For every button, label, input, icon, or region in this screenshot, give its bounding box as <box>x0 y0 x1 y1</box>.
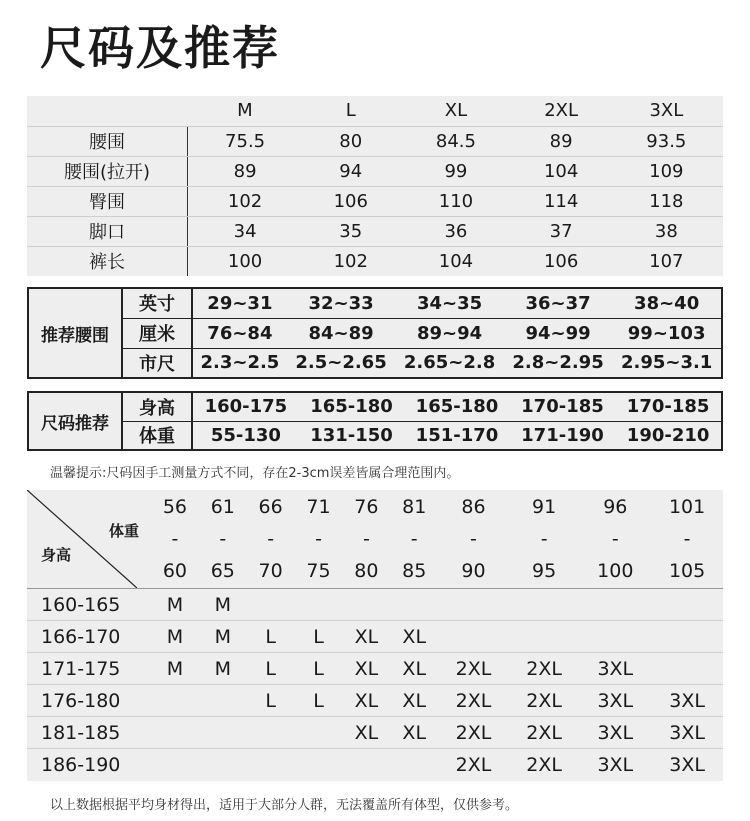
waist-recommend-table <box>27 287 723 379</box>
size-cell: M <box>151 589 199 621</box>
height-range: 171-175 <box>27 653 151 685</box>
cell: 107 <box>649 250 684 272</box>
cell: 106 <box>302 186 399 216</box>
cell: 36 <box>399 216 512 246</box>
size-cell: XL <box>342 717 390 749</box>
tolerance-note: 温馨提示:尺码因手工测量方式不同，存在2-3cm误差皆属合理范围内。 <box>50 466 460 481</box>
row-label: 臀围 <box>27 186 188 216</box>
weight-range-header <box>438 490 509 589</box>
cell: 84~89 <box>287 318 396 348</box>
size-cell: XL <box>390 621 438 653</box>
size-cell: 3XL <box>579 653 651 685</box>
size-cell: 3XL <box>651 685 723 717</box>
cell: 104 <box>513 156 610 186</box>
weight-from: 96 <box>603 496 628 518</box>
cell: 114 <box>513 186 610 216</box>
weight-sep: - <box>219 528 227 550</box>
row-label: 腰围(拉开) <box>27 156 188 186</box>
cell: 2.95~3.1 <box>620 352 713 374</box>
corner-cell <box>27 96 188 126</box>
size-cell <box>199 749 247 781</box>
size-cell <box>509 589 580 621</box>
weight-range-header <box>509 490 580 589</box>
size-cell: L <box>247 685 295 717</box>
page-title: 尺码及推荐 <box>40 21 280 75</box>
size-cell: 3XL <box>669 753 705 776</box>
cell: 2.65~2.8 <box>403 352 496 374</box>
waist-row <box>28 348 722 378</box>
measurement-row <box>27 126 723 156</box>
measurement-row <box>27 156 723 186</box>
size-recommend-row <box>28 392 722 421</box>
size-cell: 3XL <box>579 685 651 717</box>
cell: 104 <box>438 250 474 272</box>
size-cell: 2XL <box>438 685 509 717</box>
size-cell <box>651 589 723 621</box>
weight-from: 56 <box>162 496 188 518</box>
cell: 89 <box>188 156 303 186</box>
weight-range-header <box>651 490 723 589</box>
cell: 32~33 <box>287 288 396 318</box>
size-cell: L <box>295 653 343 685</box>
weight-sep: - <box>410 528 418 550</box>
size-cell: M <box>199 621 247 653</box>
size-cell <box>295 589 343 621</box>
size-header: L <box>302 96 399 126</box>
measurement-header-row <box>27 96 723 126</box>
size-cell: XL <box>342 621 390 653</box>
size-cell: 2XL <box>526 753 562 776</box>
weight-sep: - <box>470 528 477 550</box>
weight-from: 81 <box>402 496 427 518</box>
cell: 38~40 <box>612 288 722 318</box>
height-range: 186-190 <box>41 753 121 776</box>
row-label: 裤长 <box>27 246 188 276</box>
size-cell <box>247 717 295 749</box>
cell: 110 <box>399 186 512 216</box>
cell: 131-150 <box>310 424 393 446</box>
cell: 55-130 <box>210 424 281 446</box>
size-cell <box>342 749 390 781</box>
size-header: 3XL <box>610 96 723 126</box>
size-cell: 2XL <box>509 653 580 685</box>
size-cell <box>199 717 247 749</box>
unit-label: 厘米 <box>122 318 192 348</box>
cell: 34 <box>188 216 303 246</box>
size-cell <box>151 685 199 717</box>
height-row <box>27 749 723 781</box>
size-cell <box>151 717 199 749</box>
cell: 35 <box>302 216 399 246</box>
weight-to: 60 <box>162 560 188 582</box>
size-cell: M <box>199 589 247 621</box>
cell: 2.3~2.5 <box>200 352 280 374</box>
size-cell <box>151 749 199 781</box>
measurement-row <box>27 246 723 276</box>
cell: 34~35 <box>395 288 504 318</box>
cell: 151-170 <box>415 424 499 446</box>
size-cell: L <box>295 621 343 653</box>
size-cell: XL <box>342 685 390 717</box>
cell: 190-210 <box>626 424 710 446</box>
size-cell <box>509 621 580 653</box>
weight-range-header <box>295 490 343 589</box>
weight-to: 70 <box>258 560 283 582</box>
cell: 2.5~2.65 <box>295 352 387 374</box>
weight-from: 66 <box>258 496 283 518</box>
size-cell: 3XL <box>651 717 723 749</box>
size-cell: 2XL <box>438 717 509 749</box>
height-row <box>27 717 723 749</box>
size-cell <box>651 653 723 685</box>
size-cell: L <box>247 621 295 653</box>
cell: 93.5 <box>610 126 723 156</box>
size-cell: 2XL <box>509 685 580 717</box>
weight-sep: - <box>540 528 548 550</box>
waist-row <box>28 318 722 348</box>
measurement-row <box>27 216 723 246</box>
cell: 170-185 <box>510 392 615 421</box>
size-cell <box>295 717 343 749</box>
size-cell <box>199 685 247 717</box>
unit-label: 体重 <box>122 421 192 450</box>
size-cell: L <box>295 685 343 717</box>
reference-note: 以上数据根据平均身材得出，适用于大部分人群，无法覆盖所有体型，仅供参考。 <box>50 798 519 813</box>
weight-sep: - <box>611 528 619 550</box>
cell: 29~31 <box>192 288 287 318</box>
size-cell: M <box>151 621 199 653</box>
cell: 37 <box>513 216 610 246</box>
size-header: 2XL <box>513 96 610 126</box>
height-row <box>27 653 723 685</box>
size-cell <box>390 589 438 621</box>
size-cell: XL <box>342 653 390 685</box>
cell: 2.8~2.95 <box>512 352 604 374</box>
size-cell <box>342 589 390 621</box>
cell: 118 <box>610 186 723 216</box>
cell: 94 <box>302 156 399 186</box>
unit-label: 英寸 <box>122 288 192 318</box>
height-axis-label: 身高 <box>41 546 72 564</box>
cell: 38 <box>610 216 723 246</box>
cell: 75.5 <box>188 126 303 156</box>
size-cell: 2XL <box>438 653 509 685</box>
cell: 76~84 <box>192 318 287 348</box>
size-cell <box>295 749 343 781</box>
size-cell <box>390 749 438 781</box>
size-cell <box>438 621 509 653</box>
height-weight-table <box>27 490 723 781</box>
cell: 171-190 <box>521 424 604 446</box>
weight-to: 100 <box>597 560 634 582</box>
weight-to: 95 <box>532 560 557 582</box>
cell: 100 <box>227 250 263 272</box>
measurement-table <box>27 96 723 276</box>
waist-row <box>28 288 722 318</box>
weight-sep: - <box>362 528 370 550</box>
weight-to: 105 <box>668 560 706 582</box>
size-cell: XL <box>390 685 438 717</box>
cell: 160-175 <box>192 392 299 421</box>
weight-range-header <box>390 490 438 589</box>
measurement-row <box>27 186 723 216</box>
weight-to: 80 <box>354 560 379 582</box>
cell: 36~37 <box>504 288 613 318</box>
unit-label: 市尺 <box>122 348 192 378</box>
size-recommend-table <box>27 391 723 451</box>
weight-range-header <box>342 490 390 589</box>
cell: 102 <box>188 186 303 216</box>
size-cell <box>579 621 651 653</box>
cell: 106 <box>543 250 579 272</box>
height-range: 181-185 <box>27 717 151 749</box>
weight-sep: - <box>171 528 179 550</box>
cell: 109 <box>610 156 723 186</box>
size-cell: 2XL <box>455 753 492 776</box>
weight-range-header <box>247 490 295 589</box>
weight-to: 65 <box>210 560 235 582</box>
weight-range-header <box>151 490 199 589</box>
size-header: XL <box>399 96 512 126</box>
height-row <box>27 589 723 621</box>
weight-range-header <box>579 490 651 589</box>
weight-to: 90 <box>461 560 486 582</box>
size-cell: XL <box>390 653 438 685</box>
height-range: 160-165 <box>27 589 151 621</box>
row-label: 脚口 <box>27 216 188 246</box>
cell: 170-185 <box>615 392 722 421</box>
group-label: 推荐腰围 <box>28 288 122 378</box>
unit-label: 身高 <box>122 392 192 421</box>
size-cell: M <box>151 653 199 685</box>
size-cell: XL <box>390 717 438 749</box>
cell: 84.5 <box>399 126 512 156</box>
size-cell: L <box>247 653 295 685</box>
cell: 89 <box>513 126 610 156</box>
weight-sep: - <box>315 528 322 550</box>
size-cell: 3XL <box>579 717 651 749</box>
weight-from: 91 <box>532 496 557 518</box>
weight-sep: - <box>267 528 275 550</box>
height-row <box>27 685 723 717</box>
size-cell <box>651 621 723 653</box>
height-row <box>27 621 723 653</box>
weight-from: 101 <box>668 496 706 518</box>
height-range: 166-170 <box>27 621 151 653</box>
weight-range-header <box>199 490 247 589</box>
size-cell <box>247 589 295 621</box>
group-label: 尺码推荐 <box>28 392 122 450</box>
row-label: 腰围 <box>27 126 188 156</box>
diagonal-corner-cell <box>27 490 151 589</box>
weight-header-row <box>27 490 723 589</box>
weight-axis-label: 体重 <box>108 522 139 540</box>
cell: 99 <box>399 156 512 186</box>
weight-from: 71 <box>306 496 331 518</box>
cell: 89~94 <box>395 318 504 348</box>
size-cell: 2XL <box>509 717 580 749</box>
size-cell <box>579 589 651 621</box>
height-range: 176-180 <box>27 685 151 717</box>
cell: 165-180 <box>299 392 404 421</box>
weight-to: 85 <box>402 560 427 582</box>
weight-from: 61 <box>210 496 235 518</box>
weight-sep: - <box>683 528 691 550</box>
size-cell: 3XL <box>597 753 634 776</box>
size-cell: M <box>199 653 247 685</box>
cell: 102 <box>333 250 368 272</box>
size-recommend-row <box>28 421 722 450</box>
cell: 80 <box>302 126 399 156</box>
cell: 165-180 <box>404 392 509 421</box>
weight-to: 75 <box>306 560 331 582</box>
cell: 94~99 <box>504 318 613 348</box>
weight-from: 76 <box>354 496 379 518</box>
cell: 99~103 <box>612 318 722 348</box>
size-header: M <box>188 96 303 126</box>
weight-from: 86 <box>461 496 486 518</box>
size-cell <box>438 589 509 621</box>
size-cell <box>247 749 295 781</box>
